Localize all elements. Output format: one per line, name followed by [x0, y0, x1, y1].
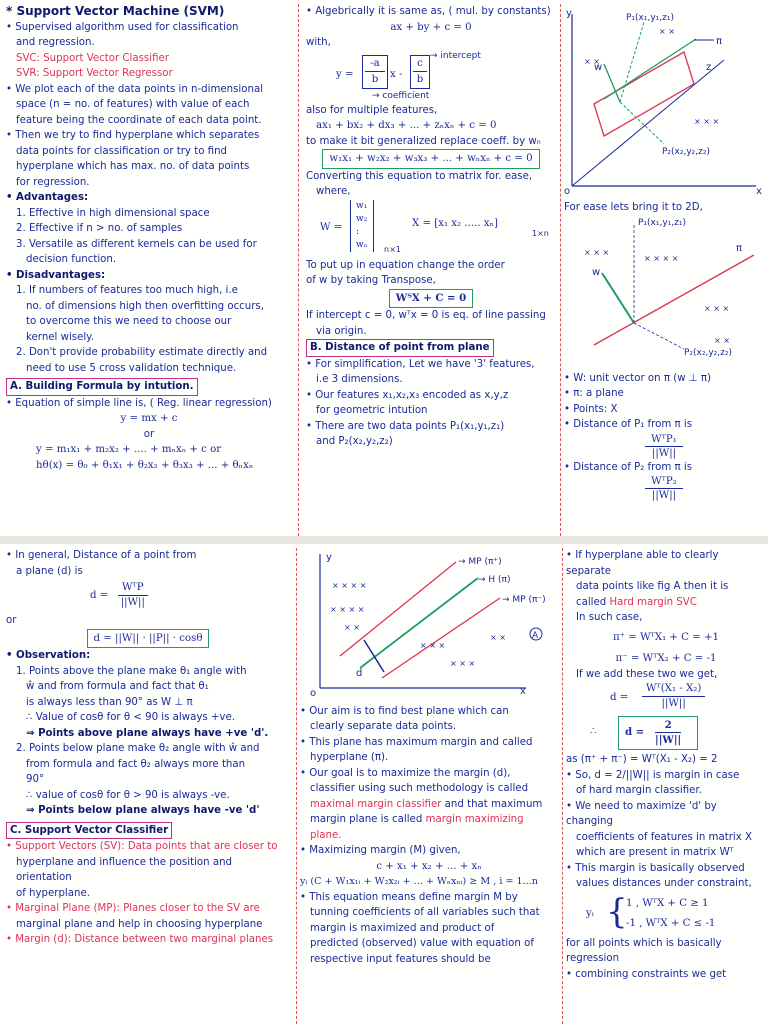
- sum-expression: c + x₁ + x₂ + ... + xₙ: [376, 860, 482, 872]
- svm-desc-line: hyperplane which has max. no. of data points: [16, 161, 250, 172]
- margin-final-box: d = 2 ||W||: [618, 716, 698, 750]
- observed-line: • This margin is basically observed: [566, 862, 745, 874]
- support-vector-line: hyperplane and influence the position and orientation: [16, 856, 233, 883]
- advantage-item: decision function.: [26, 254, 117, 265]
- distance-formula: d = WᵀP ||W||: [6, 579, 290, 613]
- section-b-line: • There are two data points P₁(x₁,y₁,z₁): [306, 420, 505, 432]
- where-label: where,: [316, 186, 351, 197]
- advantage-item: 1. Effective in high dimensional space: [16, 207, 210, 219]
- slope-intercept-form: [306, 51, 556, 103]
- marginal-plane-line: • Marginal Plane (MP): Planes closer to the SV are: [6, 903, 260, 914]
- intercept-fraction: c b: [410, 55, 430, 89]
- observation-line: ŵ and from formula and fact that θ₁: [26, 681, 209, 692]
- general-distance-line: • In general, Distance of a point from: [6, 550, 197, 561]
- note-line: • Distance of P₁ from π is: [564, 419, 693, 430]
- svm-desc-line: • We plot each of the data points in n-dimensional: [6, 83, 264, 95]
- mp-negative-label: → MP (π⁻): [502, 595, 546, 605]
- piecewise-constraint: yᵢ { 1 , WᵀX + C ≥ 1 -1 , WᵀX + C ≤ -1: [586, 891, 716, 932]
- origin-label: o: [310, 688, 317, 698]
- svm-intro-line: and regression.: [16, 37, 95, 48]
- svm-desc-line: • Then we try to find hyperplane which separates: [6, 130, 260, 141]
- top-column-3: [564, 4, 764, 536]
- observation-line: is always less than 90° as W ⊥ π: [26, 696, 193, 708]
- svr-definition: SVR: Support Vector Regressor: [16, 68, 173, 79]
- section-b-line: for geometric intution: [316, 405, 428, 416]
- intercept-label: → intercept: [430, 50, 481, 61]
- observation-line: ∴ value of cosθ for θ > 90 is always -ve.: [26, 789, 230, 801]
- point-mark: × × ×: [420, 641, 446, 650]
- observation-line: 2. Points below plane make θ₂ angle with ŵ and: [16, 743, 260, 754]
- p1-label: P₁(x₁,y₁,z₁): [626, 13, 674, 23]
- p2-label: P₂(x₂,y₂,z₂): [662, 147, 710, 157]
- meaning-line: predicted (observed) value with equation of: [310, 938, 534, 949]
- 3d-plane-diagram: [564, 4, 764, 194]
- marginal-plane-line: marginal plane and help in choosing hyperplane: [16, 918, 263, 930]
- transpose-equation-box: WᵀX + C = 0: [389, 289, 473, 309]
- w-label: W =: [320, 221, 343, 233]
- advantage-item: 3. Versatile as different kernels can be used for: [16, 238, 257, 250]
- support-vector-line: of hyperplane.: [16, 887, 90, 899]
- disadvantages-heading: • Disadvantages:: [6, 269, 106, 281]
- 2d-plane-diagram: [564, 215, 764, 365]
- section-b-line: • Our features x₁,x₂,x₃ encoded as x,y,z: [306, 389, 509, 401]
- transpose-line: To put up in equation change the order: [306, 259, 505, 271]
- observation-line: from formula and fact θ₂ always more than: [26, 758, 246, 770]
- w-label: w: [594, 62, 603, 73]
- origin-line: via origin.: [316, 325, 367, 337]
- coefficient-fraction: -a b: [362, 55, 388, 89]
- top-column-1: [6, 4, 292, 536]
- svm-intro-line: • Supervised algorithm used for classification: [6, 21, 239, 33]
- margin-difference-formula: d = Wᵀ(X₁ - X₂) ||W||: [566, 682, 766, 714]
- aim-line: • Our aim is to find best plane which can: [300, 705, 509, 717]
- support-vector-line: • Support Vectors (SV): Data points that are closer to: [6, 841, 278, 852]
- column-divider: [298, 4, 299, 536]
- equation-intro: • Equation of simple line is, ( Reg. linear regression): [6, 397, 272, 409]
- point-mark: × ×: [714, 336, 730, 345]
- aim-line: clearly separate data points.: [310, 721, 457, 732]
- coefficient-label: → coefficient: [372, 90, 430, 101]
- point-mark: × ×: [490, 633, 506, 642]
- multiple-features-line: also for multiple features,: [306, 104, 438, 116]
- hard-margin-diagram: [300, 548, 558, 698]
- frac-x: x -: [390, 68, 403, 80]
- 2d-intro: For ease lets bring it to 2D,: [564, 201, 703, 213]
- x-axis-label: x: [520, 686, 526, 697]
- plane-pi-2d: [594, 255, 754, 345]
- advantage-item: 2. Effective if n > no. of samples: [16, 223, 183, 234]
- hard-margin-line: • If hyperplane able to clearly separate: [566, 550, 719, 577]
- margin-final-formula: ∴ d = 2 ||W||: [566, 714, 766, 752]
- section-b-line: and P₂(x₂,y₂,z₂): [316, 436, 393, 447]
- w-dimension: n×1: [384, 244, 401, 254]
- point-mark: × ×: [584, 57, 600, 66]
- margin-line: • Margin (d): Distance between two marginal planes: [6, 934, 274, 945]
- disadvantage-item: kernel wisely.: [26, 331, 94, 343]
- point-mark: × × × ×: [330, 605, 365, 614]
- section-a-heading: A. Building Formula by intution.: [6, 378, 198, 396]
- goal-line: maximal margin classifier and that maximum: [310, 798, 543, 810]
- meaning-line: margin is maximized and product of: [310, 922, 495, 934]
- notes-sheet-bottom: [0, 544, 768, 1024]
- observation-line: 90°: [26, 774, 45, 785]
- margin-constraint: yᵢ (C + W₁x₁ᵢ + W₂x₂ᵢ + ... + Wₙxₙᵢ) ≥ M , i = 1...n: [300, 876, 538, 887]
- svm-desc-line: for regression.: [16, 176, 90, 188]
- point-mark: × × ×: [450, 659, 476, 668]
- point-mark: × × × ×: [332, 581, 367, 590]
- observation-conclusion: ⇒ Points below plane always have -ve 'd': [26, 805, 260, 816]
- disadvantage-item: no. of dimensions high then overfitting occurs,: [26, 300, 264, 312]
- line-equation: y = mx + c: [120, 413, 178, 424]
- y-axis-label: y: [566, 8, 572, 19]
- column-divider: [560, 4, 561, 536]
- plane-line: [604, 39, 696, 99]
- multi-feature-equation: y = m₁x₁ + m₂x₂ + .... + mₙxₙ + c or: [36, 444, 222, 455]
- algebra-line: • Algebrically it is same as, ( mul. by constants): [306, 6, 551, 17]
- equation-or: or: [143, 428, 155, 440]
- maximize-line: which are present in matrix Wᵀ: [576, 847, 734, 858]
- point-mark: × × ×: [694, 117, 720, 126]
- column-divider: [296, 548, 297, 1024]
- distance-p2-fraction: WᵀP₂ ||W||: [564, 475, 764, 502]
- section-b-line: • For simplification, Let we have '3' features,: [306, 358, 535, 370]
- section-c-heading: C. Support Vector Classifier: [6, 822, 172, 840]
- p2-line: [634, 323, 684, 349]
- disadvantage-item: 2. Don't provide probability estimate directly and: [16, 347, 268, 358]
- mp-positive-label: → MP (π⁺): [458, 557, 502, 567]
- y-axis-label: y: [326, 552, 332, 563]
- pi-label: π: [736, 243, 743, 254]
- transpose-line: of w by taking Transpose,: [306, 275, 436, 286]
- pi-minus-equation: π⁻ = WᵀX₂ + C = -1: [615, 653, 717, 664]
- add-line: If we add these two we get,: [576, 668, 718, 680]
- point-mark: × ×: [659, 27, 675, 36]
- maximize-line: coefficients of features in matrix X: [576, 831, 752, 843]
- margin-d-label: d: [356, 668, 363, 679]
- matrix-definition: [306, 200, 556, 258]
- note-line: • W: unit vector on π (w ⊥ π): [564, 372, 711, 384]
- w-vector: w₁ w₂ : wₙ: [350, 200, 374, 252]
- p2-label: P₂(x₂,y₂,z₂): [684, 348, 732, 358]
- general-distance-line: a plane (d) is: [16, 565, 83, 577]
- goal-line: margin plane is called margin maximizing: [310, 814, 524, 825]
- distance-p1-fraction: WᵀP₁ ||W||: [564, 433, 764, 460]
- point-mark: × ×: [344, 623, 360, 632]
- p1-distance: [620, 22, 644, 102]
- svc-definition: SVC: Support Vector Classifier: [16, 52, 169, 64]
- algebra-equation: ax + by + c = 0: [390, 21, 472, 33]
- maximize-line: • We need to maximize 'd' by changing: [566, 800, 717, 827]
- margin-d-arrow: [364, 640, 384, 672]
- generalize-line: to make it bit generalized replace coeff. by wₙ: [306, 135, 541, 147]
- observation-conclusion: ⇒ Points above plane always have +ve 'd'.: [26, 727, 269, 739]
- cosine-distance-box: d = ||W|| · ||P|| · cosθ: [87, 629, 210, 649]
- origin-label: o: [564, 186, 571, 194]
- goal-line: plane.: [310, 829, 342, 841]
- svm-desc-line: space (n = no. of features) with value of each: [16, 99, 250, 110]
- point-mark: × × ×: [584, 248, 610, 257]
- observation-line: 1. Points above the plane make θ₁ angle with: [16, 665, 247, 677]
- hard-margin-line: called Hard margin SVC: [576, 596, 697, 608]
- svm-desc-line: data points for classification or try to find: [16, 145, 228, 157]
- x-axis-label: x: [756, 186, 762, 194]
- column-divider: [562, 548, 563, 1024]
- disadvantage-item: need to use 5 cross validation technique.: [26, 362, 237, 374]
- hard-margin-line: In such case,: [576, 612, 643, 623]
- bottom-column-3: [566, 548, 766, 1024]
- goal-line: classifier using such methodology is called: [310, 783, 529, 794]
- top-column-2: [306, 4, 556, 536]
- hypothesis-equation: hθ(x) = θ₀ + θ₁x₁ + θ₂x₂ + θ₃x₃ + ... + θₙxₙ: [36, 459, 254, 471]
- observation-heading: • Observation:: [6, 650, 91, 661]
- x-dimension: 1×n: [532, 228, 549, 238]
- plane-pi: [594, 52, 694, 136]
- bottom-column-1: [6, 548, 290, 1024]
- pi-plus-equation: π⁺ = WᵀX₁ + C = +1: [612, 631, 719, 643]
- disadvantage-item: to overcome this we need to choose our: [26, 316, 232, 327]
- pi-label: π: [716, 36, 723, 47]
- frac-y: y =: [336, 68, 354, 80]
- generalized-equation-box: w₁x₁ + w₂x₂ + w₃x₃ + ... + wₙxₙ + c = 0: [322, 149, 539, 169]
- sheet-gap: [0, 536, 768, 544]
- multiple-features-equation: ax₁ + bx₂ + dx₃ + ... + zₙxₙ + c = 0: [316, 120, 497, 131]
- w-vector-2d: [602, 273, 634, 323]
- point-mark: × × × ×: [644, 254, 679, 263]
- advantages-heading: • Advantages:: [6, 192, 89, 203]
- with-label: with,: [306, 37, 331, 48]
- observed-line: values distances under constraint,: [576, 878, 752, 889]
- x-vector: X = [x₁ x₂ ..... xₙ]: [412, 217, 498, 229]
- or-label: or: [6, 615, 17, 626]
- note-line: • π: a plane: [564, 388, 624, 399]
- so-line: • So, d = 2/||W|| is margin in case: [566, 769, 740, 781]
- meaning-line: • This equation means define margin M by: [300, 891, 518, 903]
- meaning-line: tunning coefficients of all variables such that: [310, 907, 540, 918]
- aim-line: hyperplane (π).: [310, 752, 389, 763]
- sum-planes-line: as (π⁺ + π⁻) = Wᵀ(X₁ - X₂) = 2: [566, 754, 718, 765]
- so-line: of hard margin classifier.: [576, 785, 702, 796]
- bottom-column-2: [300, 548, 558, 1024]
- matrix-line: Converting this equation to matrix for. ease,: [306, 170, 533, 182]
- z-axis-label: z: [706, 62, 712, 73]
- figure-a-label: A: [532, 631, 539, 641]
- all-points-line: for all points which is basically regression: [566, 937, 722, 964]
- svm-title: * Support Vector Machine (SVM): [6, 4, 225, 18]
- hard-margin-line: data points like fig A then it is: [576, 581, 729, 592]
- maximizing-line: • Maximizing margin (M) given,: [300, 845, 461, 856]
- p1-label: P₁(x₁,y₁,z₁): [638, 218, 686, 228]
- origin-line: If intercept c = 0, wᵀx = 0 is eq. of line passing: [306, 310, 546, 321]
- section-b-heading: B. Distance of point from plane: [306, 339, 494, 357]
- w-label: w: [592, 267, 601, 278]
- meaning-line: respective input features should be: [310, 953, 491, 965]
- combining-line: • combining constraints we get: [566, 968, 727, 980]
- aim-line: • This plane has maximum margin and called: [300, 736, 533, 748]
- note-line: • Points: X: [564, 403, 618, 415]
- hyperplane-label: → H (π): [478, 575, 511, 585]
- observation-line: ∴ Value of cosθ for θ < 90 is always +ve.: [26, 712, 235, 723]
- goal-line: • Our goal is to maximize the margin (d),: [300, 767, 511, 779]
- note-line: • Distance of P₂ from π is: [564, 461, 693, 473]
- svm-desc-line: feature being the coordinate of each data point.: [16, 114, 262, 126]
- disadvantage-item: 1. If numbers of features too much high, i.e: [16, 285, 238, 296]
- section-b-line: i.e 3 dimensions.: [316, 374, 403, 385]
- point-mark: × × ×: [704, 304, 730, 313]
